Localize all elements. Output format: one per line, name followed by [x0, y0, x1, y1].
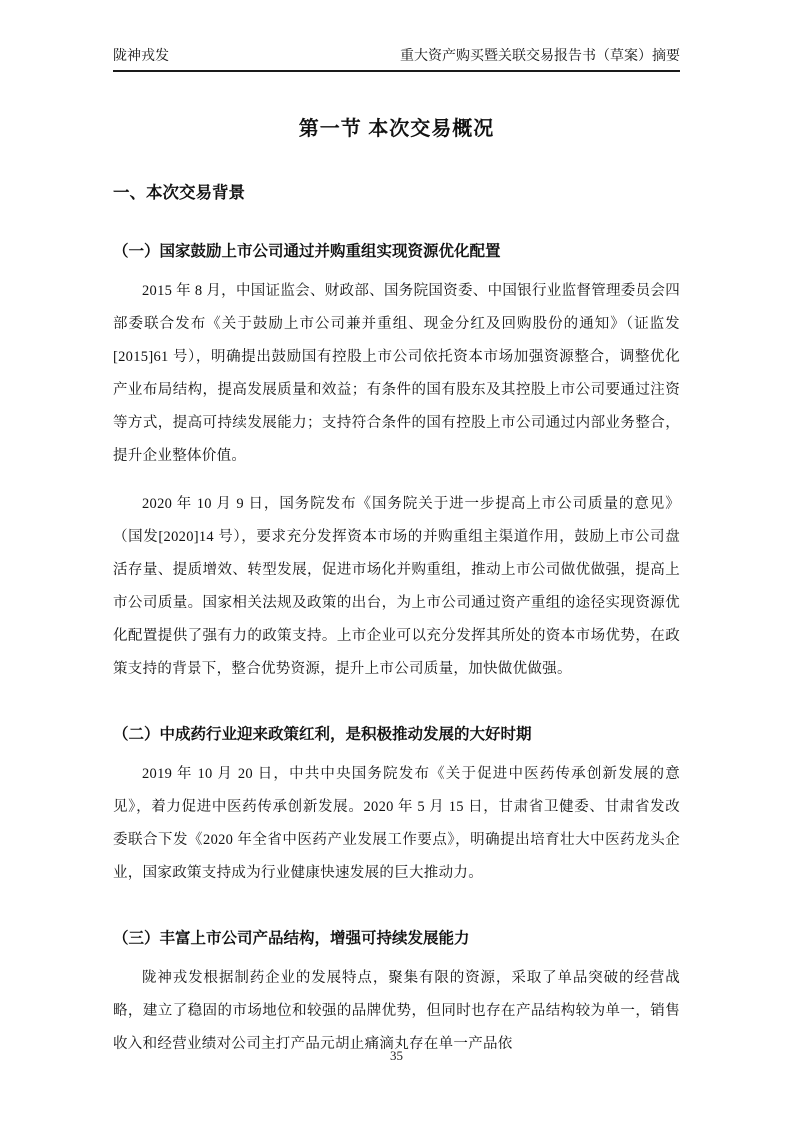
paragraph: 2020 年 10 月 9 日，国务院发布《国务院关于进一步提高上市公司质量的意见》（国发[2020]14 号），要求充分发挥资本市场的并购重组主渠道作用，鼓励上市公司盘活存量、提质增效、转型发展，促进市场化并购重组，推动上市公司做优做强，提高上市公司质量。国家相关法规及政策的出台，为上市公司通过资产重组的途径实现资源优化配置提供了强有力的政策支持。上市企业可以充分发挥其所处的资本市场优势，在政策支持的背景下，整合优势资源，提升上市公司质量，加快做优做强。 — [113, 495, 680, 677]
paragraph: 2019 年 10 月 20 日，中共中央国务院发布《关于促进中医药传承创新发展的意见》，着力促进中医药传承创新发展。2020 年 5 月 15 日，甘肃省卫健委、甘肃省发改委联合下发《2020 年全省中医药产业发展工作要点》，明确提出培育壮大中医药龙头企业，国家政策支持成为行业健康快速发展的巨大推动力。 — [113, 765, 680, 881]
paragraph: 陇神戎发根据制药企业的发展特点，聚集有限的资源，采取了单品突破的经营战略，建立了稳固的市场地位和较强的品牌优势，但同时也存在产品结构较为单一，销售收入和经营业绩对公司主打产品元胡止痛滴丸存在单一产品依 — [113, 969, 680, 1052]
running-header — [113, 0, 680, 72]
subsection-heading-1: （一）国家鼓励上市公司通过并购重组实现资源优化配置 — [113, 243, 501, 260]
page-content — [113, 0, 680, 1075]
section-heading-1: 一、本次交易背景 — [113, 184, 245, 202]
chapter-title: 第一节 本次交易概况 — [298, 118, 495, 140]
subsection-heading-2: （二）中成药行业迎来政策红利，是积极推动发展的大好时期 — [113, 725, 532, 743]
paragraph: 2015 年 8 月，中国证监会、财政部、国务院国资委、中国银行业监督管理委员会四部委联合发布《关于鼓励上市公司兼并重组、现金分红及回购股份的通知》（证监发[2015]61 号），明确提出鼓励国有控股上市公司依托资本市场加强资源整合，调整优化产业布局结构，提高发展质量和效益；有条件的国有股东及其控股上市公司要通过注资等方式，提高可持续发展能力；支持符合条件的国有控股上市公司通过内部业务整合，提升企业整体价值。 — [113, 283, 680, 464]
subsection-heading-3: （三）丰富上市公司产品结构，增强可持续发展能力 — [113, 929, 470, 947]
page-number: 35 — [390, 1048, 403, 1063]
header-left-company: 陇神戎发 — [113, 49, 169, 64]
header-right-doc-title: 重大资产购买暨关联交易报告书（草案）摘要 — [400, 49, 680, 64]
